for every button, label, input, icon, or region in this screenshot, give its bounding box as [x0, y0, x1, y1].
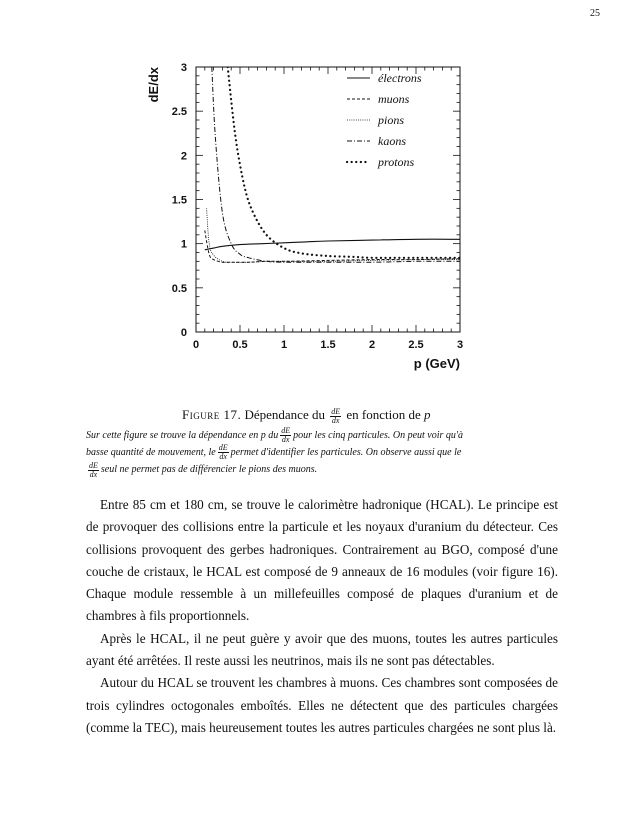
x-tick-label: 0	[192, 339, 200, 351]
x-tick-label: 3	[456, 339, 464, 351]
y-tick-label: 3	[180, 62, 187, 74]
y-tick-label: 0.5	[171, 282, 187, 295]
y-tick-label: 1	[180, 238, 187, 251]
series-line-5	[228, 67, 460, 258]
x-tick-label: 2	[368, 339, 376, 351]
y-tick-label: 2.5	[171, 106, 187, 119]
x-tick-label: 1	[280, 339, 288, 351]
paragraph-hcal: Entre 85 cm et 180 cm, se trouve le calorimètre hadronique (HCAL). Le principe est de provoquer des collisions entre la particule et les noyaux d'uranium du détecteur. Ces collisions provoquent des gerbes hadroniques. Contrairement au BGO, composé d'une couche de cristaux, le HCAL est composé de 9 anneaux de 16 modules (voir figure 16). Chaque module ressemble à un millefeuilles composé de plaques d'uranium et de chambres à fils proportionnels.	[86, 497, 558, 624]
caption-text-after: en fonction de	[346, 407, 421, 422]
dedx-chart	[0, 0, 638, 400]
page-number: 25	[590, 8, 600, 19]
figure-note	[86, 427, 560, 479]
series-line-1	[205, 239, 460, 250]
series-line-4	[212, 67, 460, 262]
series-line-3	[207, 208, 460, 262]
x-tick-label: 0.5	[232, 339, 248, 351]
caption-fraction: $\frac{dE}{dx}$	[331, 406, 341, 425]
caption-variable: p	[424, 407, 431, 422]
y-tick-label: 0	[180, 327, 187, 339]
figure-label: Figure 17.	[182, 407, 242, 422]
legend-label-1: électrons	[378, 71, 422, 85]
x-tick-label: 2.5	[408, 339, 424, 351]
paragraph-muons: Après le HCAL, il ne peut guère y avoir que des muons, toutes les autres particules ayant été arrêtées. Il reste aussi les neutrinos, mais ils ne sont pas détectables.	[86, 630, 558, 669]
body-text	[86, 494, 558, 739]
x-tick-label: 1.5	[320, 339, 336, 351]
note-line-3: $\frac{dE}{dx}$ seul ne permet pas de différencier le pions des muons.	[89, 460, 318, 479]
legend-label-5: protons	[378, 155, 415, 169]
x-axis-label: p (GeV)	[413, 356, 460, 371]
note-line-1: Sur cette figure se trouve la dépendance en p du $\frac{dE}{dx}$ pour les cinq particules. On peut voir qu'à	[86, 426, 464, 445]
y-tick-label: 1.5	[171, 194, 187, 207]
note-line-2: basse quantité de mouvement, le $\frac{dE}{dx}$ permet d'identifier les particules. On observe aussi que le	[86, 443, 462, 462]
plot-frame	[196, 67, 460, 332]
legend-label-3: pions	[378, 113, 405, 127]
legend-label-2: muons	[378, 92, 410, 106]
y-tick-label: 2	[180, 150, 187, 163]
paragraph-muon-chambers: Autour du HCAL se trouvent les chambres à muons. Ces chambres sont composées de trois cylindres octogonales emboîtés. Elles ne détectent que des particules chargées (comme la TEC), mais heureusement toutes les autres particules chargées ne sont plus là.	[86, 675, 558, 735]
legend-label-4: kaons	[378, 134, 406, 148]
caption-text-before: Dépendance du	[244, 407, 325, 422]
y-axis-label: dE/dx	[146, 67, 161, 103]
figure-caption	[182, 407, 431, 425]
